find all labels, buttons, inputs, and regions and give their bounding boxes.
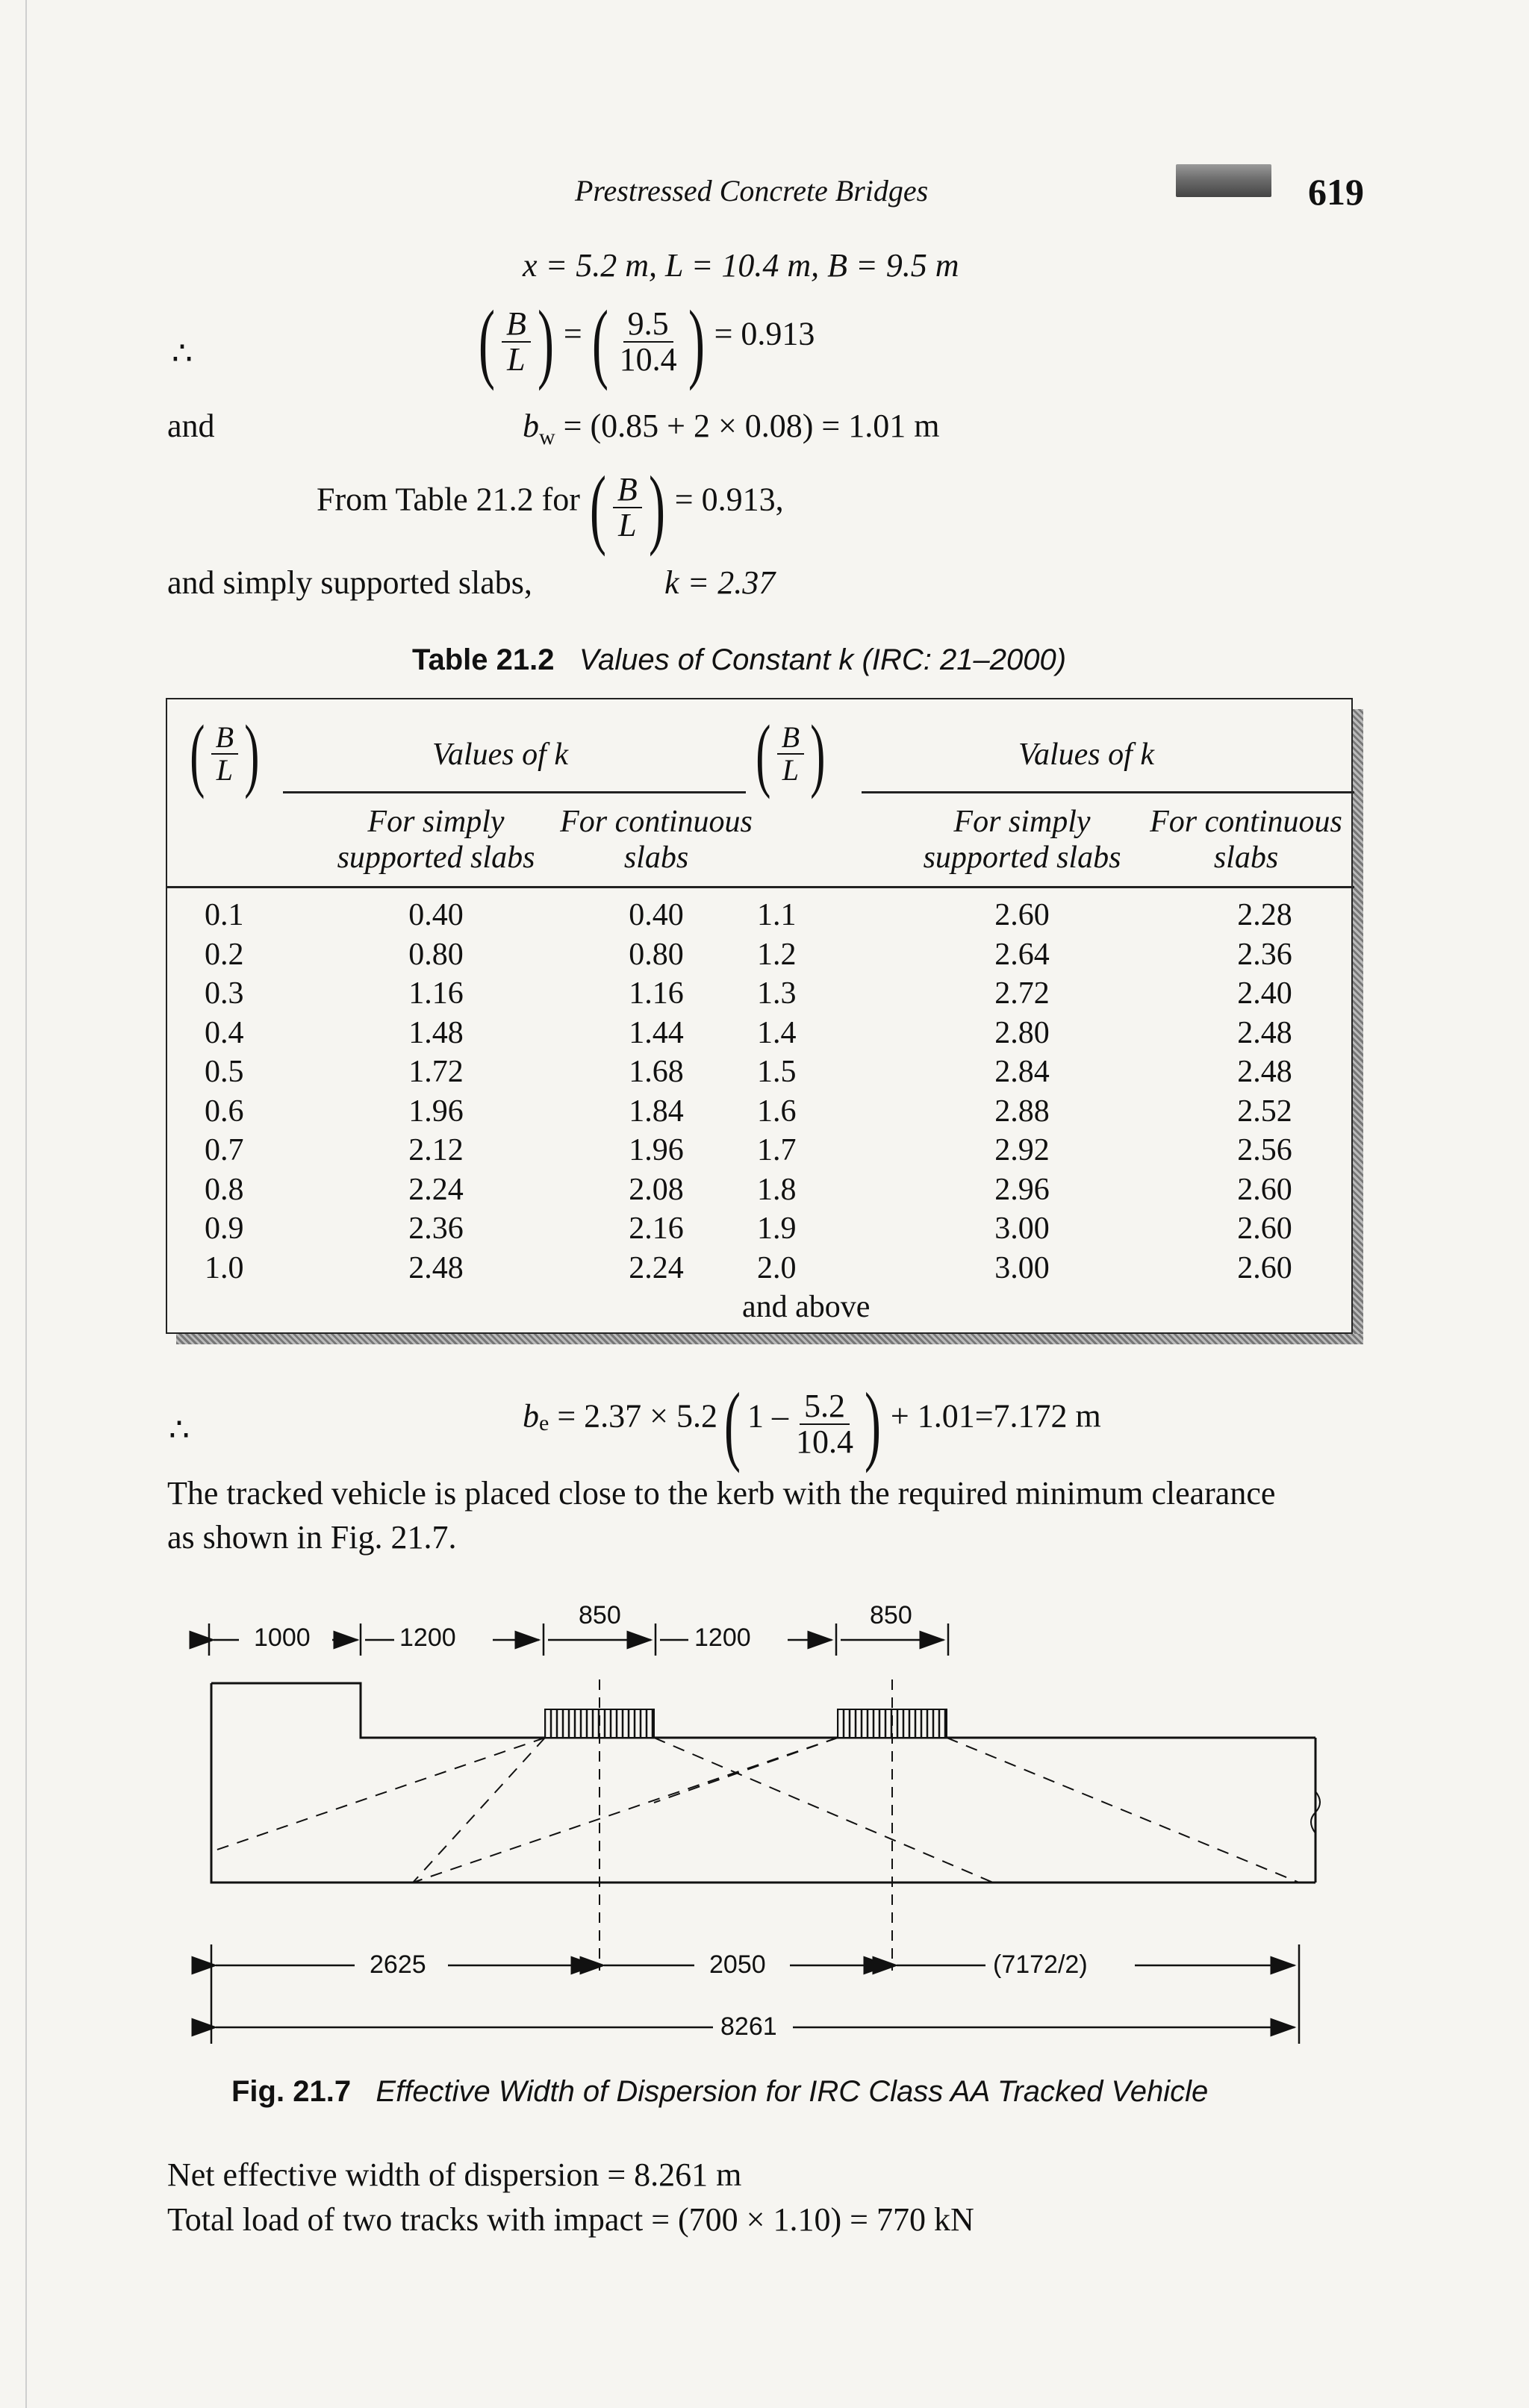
- table-cell-right-cont: 2.36: [1237, 937, 1292, 972]
- table-cell-left-cont: 1.96: [629, 1133, 684, 1167]
- table-cell-right-simply: 2.72: [994, 976, 1050, 1011]
- table-cell-right-ratio: 1.3: [757, 976, 797, 1011]
- table-cell-left-simply: 2.36: [408, 1211, 464, 1246]
- table-cell-right-ratio: 1.4: [757, 1015, 797, 1050]
- table-shadow-bottom: [176, 1334, 1363, 1344]
- table-cell-left-simply: 1.48: [408, 1015, 464, 1050]
- table-cell-left-cont: 1.16: [629, 976, 684, 1011]
- ratio-fraction: $\frac{B}{L}$: [502, 307, 531, 377]
- running-title: Prestressed Concrete Bridges: [575, 174, 929, 208]
- table-cell-left-cont: 2.16: [629, 1211, 684, 1246]
- table-cell-left-simply: 1.72: [408, 1055, 464, 1089]
- table-cell-right-ratio: 2.0: [757, 1250, 797, 1285]
- table-cell-left-cont: 1.44: [629, 1015, 684, 1050]
- col-cont-left: For continuous slabs: [560, 805, 753, 875]
- table-cell-left-simply: 1.96: [408, 1094, 464, 1129]
- values-of-k-header-right: Values of k: [1018, 737, 1154, 772]
- table-cell-left-ratio: 0.6: [205, 1094, 244, 1129]
- table-cell-left-ratio: 0.3: [205, 976, 244, 1011]
- table-cell-left-ratio: 0.4: [205, 1015, 244, 1050]
- table-cell-right-ratio: 1.6: [757, 1094, 797, 1129]
- table-cell-left-cont: 1.68: [629, 1055, 684, 1089]
- deck-outline: [211, 1683, 1315, 1883]
- table-cell-left-simply: 1.16: [408, 976, 464, 1011]
- table-cell-left-ratio: 0.5: [205, 1055, 244, 1089]
- dim-1200b-label: 1200: [694, 1623, 751, 1652]
- given-values-equation: x = 5.2 m, L = 10.4 m, B = 9.5 m: [523, 247, 959, 284]
- table-cell-left-ratio: 0.9: [205, 1211, 244, 1246]
- table-cell-right-ratio: 1.8: [757, 1172, 797, 1207]
- table-cell-right-ratio: 1.9: [757, 1211, 797, 1246]
- table-cell-left-simply: 2.24: [408, 1172, 464, 1207]
- therefore-symbol: ∴: [172, 335, 193, 372]
- table-cell-right-cont: 2.56: [1237, 1133, 1292, 1167]
- table-cell-right-cont: 2.28: [1237, 898, 1292, 932]
- table-cell-right-ratio: 1.5: [757, 1055, 797, 1089]
- table-cell-left-cont: 1.84: [629, 1094, 684, 1129]
- bw-equation: $b_w = (0.85 + 2 \times 0.08) = 1.01$ m: [523, 408, 940, 449]
- table-cell-left-ratio: 1.0: [205, 1250, 244, 1285]
- table-cell-left-simply: 0.80: [408, 937, 464, 972]
- k-value: k = 2.37: [664, 564, 776, 601]
- table-cell-right-simply: 3.00: [994, 1250, 1050, 1285]
- table-cell-right-simply: 2.92: [994, 1133, 1050, 1167]
- table-cell-right-simply: 2.96: [994, 1172, 1050, 1207]
- simply-supported-text: and simply supported slabs,: [167, 564, 532, 601]
- table-cell-right-cont: 2.60: [1237, 1172, 1292, 1207]
- table-cell-right-cont: 2.60: [1237, 1250, 1292, 1285]
- figure-caption: Fig. 21.7 Effective Width of Dispersion for IRC Class AA Tracked Vehicle: [231, 2075, 1209, 2108]
- dim-1000-label: 1000: [254, 1623, 311, 1652]
- table-cell-right-simply: 2.84: [994, 1055, 1050, 1089]
- table-cell-right-cont: 2.40: [1237, 976, 1292, 1011]
- dim-2050-label: 2050: [709, 1950, 766, 1979]
- ratio-equation: ( $\frac{B}{L}$ ) = ( $\frac{9.5}{10.4}$ ) = 0.913: [478, 292, 815, 391]
- ratio-header-left: ( $\frac{B}{L}$ ): [190, 708, 260, 799]
- table-caption: Table 21.2 Values of Constant k (IRC: 21–2000): [412, 643, 1067, 676]
- table-cell-left-ratio: 0.7: [205, 1133, 244, 1167]
- table-cell-right-ratio: 1.2: [757, 937, 797, 972]
- table-cell-left-cont: 0.40: [629, 898, 684, 932]
- dim-2625-label: 2625: [370, 1950, 426, 1979]
- table-cell-left-cont: 2.08: [629, 1172, 684, 1207]
- therefore-symbol-2: ∴: [169, 1412, 190, 1448]
- table-cell-right-simply: 2.64: [994, 937, 1050, 972]
- dim-7172-label: (7172/2): [993, 1950, 1088, 1979]
- be-equation: $b_e = 2.37 \times 5.2$( 1 – $\frac{5.2}{10.4}$ ) + 1.01=7.172 m: [523, 1374, 1101, 1473]
- k-values-table: [166, 698, 1353, 1334]
- table-cell-right-ratio: 1.1: [757, 898, 797, 932]
- dim-1200a-label: 1200: [399, 1623, 456, 1652]
- paragraph-line-1: The tracked vehicle is placed close to the kerb with the required minimum clearance: [167, 1475, 1276, 1512]
- total-load-line: Total load of two tracks with impact = (700 × 1.10) = 770 kN: [167, 2201, 974, 2238]
- col-simply-right: For simply supported slabs: [923, 805, 1121, 875]
- table-cell-left-ratio: 0.1: [205, 898, 244, 932]
- header-rule-right: [862, 791, 1354, 793]
- table-cell-left-simply: 2.48: [408, 1250, 464, 1285]
- table-cell-right-cont: 2.52: [1237, 1094, 1292, 1129]
- table-cell-right-cont: 2.48: [1237, 1055, 1292, 1089]
- ratio-value-fraction: $\frac{9.5}{10.4}$: [619, 305, 677, 378]
- table-cell-right-ratio: 1.7: [757, 1133, 797, 1167]
- table-cell-right-simply: 3.00: [994, 1211, 1050, 1246]
- table-cell-left-simply: 2.12: [408, 1133, 464, 1167]
- dim-8261-label: 8261: [720, 2012, 777, 2041]
- dispersion-figure: [0, 1568, 1529, 2075]
- table-cell-right-simply: 2.60: [994, 898, 1050, 932]
- table-shadow-right: [1353, 709, 1363, 1344]
- table-cell-left-cont: 0.80: [629, 937, 684, 972]
- table-cell-right-simply: 2.80: [994, 1015, 1050, 1050]
- dim-850a-label: 850: [579, 1601, 621, 1629]
- table-cell-left-cont: 2.24: [629, 1250, 684, 1285]
- and-above-note: and above: [742, 1290, 871, 1324]
- table-cell-right-simply: 2.88: [994, 1094, 1050, 1129]
- page-number: 619: [1308, 171, 1364, 213]
- header-rule-left: [283, 791, 746, 793]
- net-width-line: Net effective width of dispersion = 8.261 m: [167, 2156, 742, 2193]
- col-simply-left: For simply supported slabs: [337, 805, 535, 875]
- from-table-line: From Table 21.2 for ( $\frac{B}{L}$ ) = 0.913,: [317, 458, 784, 557]
- dim-850b-label: 850: [870, 1601, 912, 1629]
- paragraph-line-2: as shown in Fig. 21.7.: [167, 1519, 457, 1556]
- table-cell-right-cont: 2.60: [1237, 1211, 1292, 1246]
- and-label: and: [167, 408, 215, 444]
- header-bottom-rule: [167, 886, 1354, 888]
- col-cont-right: For continuous slabs: [1150, 805, 1342, 875]
- table-cell-right-cont: 2.48: [1237, 1015, 1292, 1050]
- table-cell-left-ratio: 0.8: [205, 1172, 244, 1207]
- table-cell-left-ratio: 0.2: [205, 937, 244, 972]
- dispersion-lines: [213, 1738, 1299, 1883]
- table-cell-left-simply: 0.40: [408, 898, 464, 932]
- ratio-header-right: ( $\frac{B}{L}$ ): [756, 708, 826, 799]
- header-ornament-image: [1176, 164, 1271, 197]
- values-of-k-header-left: Values of k: [432, 737, 568, 772]
